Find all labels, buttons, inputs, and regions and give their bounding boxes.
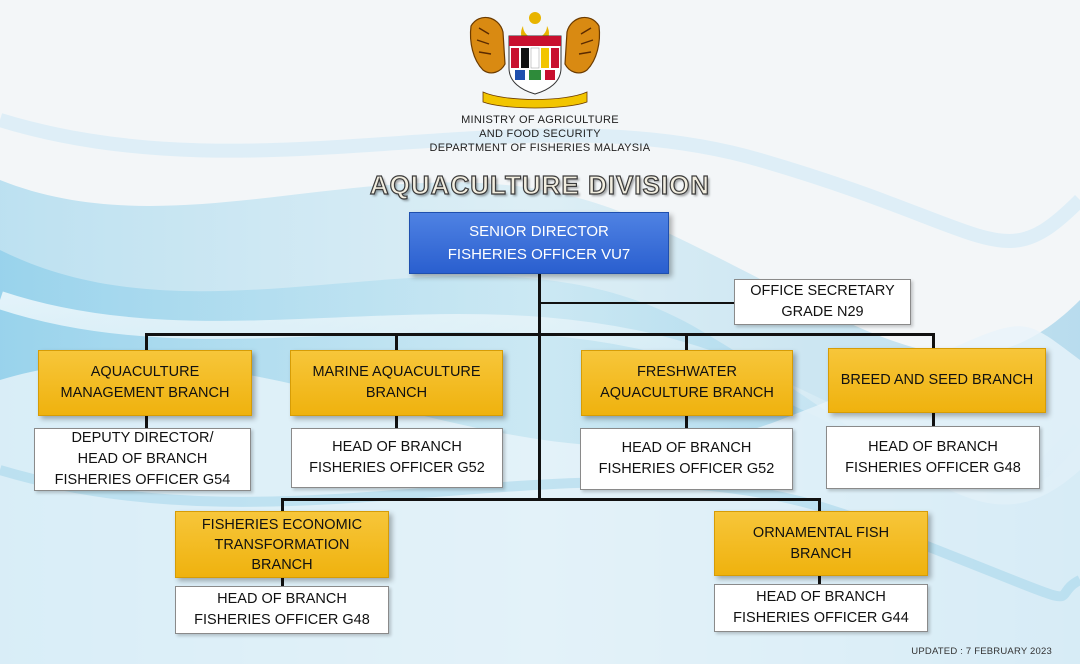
connector-secretary: [540, 302, 734, 304]
head-line: DEPUTY DIRECTOR/: [71, 430, 214, 446]
head-aquaculture-management: [34, 428, 251, 491]
branch-name-line: BRANCH: [251, 556, 313, 573]
head-line: HEAD OF BRANCH: [621, 440, 752, 456]
branch-aquaculture-management: [38, 350, 252, 416]
branch-name-line: AQUACULTURE: [90, 364, 200, 380]
head-line: HEAD OF BRANCH: [868, 438, 998, 455]
office-secretary-title: OFFICE SECRETARY: [750, 283, 895, 299]
page-title: AQUACULTURE DIVISION: [369, 170, 711, 200]
branch-ornamental-fish: [714, 511, 928, 576]
head-fisheries-economic-transformation: [175, 586, 389, 634]
head-line: FISHERIES OFFICER G54: [54, 472, 231, 488]
ministry-line-2: AND FOOD SECURITY: [479, 128, 601, 140]
coat-of-arms-crest: [465, 6, 605, 110]
head-marine-aquaculture: [291, 428, 503, 488]
head-line: HEAD OF BRANCH: [217, 591, 347, 607]
head-line: FISHERIES OFFICER G44: [733, 610, 909, 626]
head-ornamental-fish: [714, 584, 928, 632]
branch-name-line: AQUACULTURE BRANCH: [600, 385, 774, 401]
head-line: FISHERIES OFFICER G52: [309, 460, 485, 476]
branch-name-line: FISHERIES ECONOMIC: [201, 516, 363, 533]
head-line: HEAD OF BRANCH: [756, 589, 886, 605]
branch-name-line: BRANCH: [365, 385, 428, 401]
office-secretary-grade: GRADE N29: [781, 304, 864, 320]
head-line: HEAD OF BRANCH: [77, 451, 208, 467]
connector-head-6: [818, 576, 821, 584]
branch-name-line: MARINE AQUACULTURE: [312, 364, 481, 380]
ministry-line-1: MINISTRY OF AGRICULTURE: [461, 114, 619, 126]
connector-top-bar: [145, 333, 935, 336]
branch-breed-and-seed: [828, 348, 1046, 413]
head-line: FISHERIES OFFICER G48: [845, 459, 1021, 476]
office-secretary-box: [734, 279, 911, 325]
updated-date: UPDATED : 7 FEBRUARY 2023: [911, 646, 1052, 657]
ministry-line-3: DEPARTMENT OF FISHERIES MALAYSIA: [429, 142, 651, 154]
branch-name-line: ORNAMENTAL FISH: [752, 524, 890, 541]
head-freshwater-aquaculture: [580, 428, 793, 490]
connector-head-3: [685, 415, 688, 429]
ministry-name: [380, 113, 700, 155]
branch-fisheries-economic-transformation: [175, 511, 389, 578]
connector-drop-1: [145, 335, 148, 351]
senior-director-grade: FISHERIES OFFICER VU7: [447, 246, 631, 263]
branch-marine-aquaculture: [290, 350, 503, 416]
connector-drop-4: [932, 335, 935, 349]
branch-name-line: BRANCH: [790, 545, 852, 562]
branch-name-line: BREED AND SEED BRANCH: [840, 372, 1034, 388]
connector-head-1: [145, 415, 148, 429]
head-line: HEAD OF BRANCH: [332, 439, 462, 455]
head-line: FISHERIES OFFICER G52: [598, 461, 775, 477]
senior-director-box: [409, 212, 669, 274]
head-breed-and-seed: [826, 426, 1040, 489]
branch-name-line: FRESHWATER: [637, 364, 737, 380]
senior-director-title: SENIOR DIRECTOR: [469, 223, 609, 240]
connector-bottom-bar: [281, 498, 821, 501]
head-line: FISHERIES OFFICER G48: [194, 612, 370, 628]
branch-name-line: TRANSFORMATION: [214, 536, 350, 553]
connector-drop-3: [685, 335, 688, 351]
connector-head-4: [932, 413, 935, 427]
connector-root-trunk: [538, 274, 541, 500]
connector-head-5: [281, 578, 284, 586]
branch-freshwater-aquaculture: [581, 350, 793, 416]
connector-head-2: [395, 415, 398, 429]
connector-drop-2: [395, 335, 398, 351]
branch-name-line: MANAGEMENT BRANCH: [60, 385, 230, 401]
